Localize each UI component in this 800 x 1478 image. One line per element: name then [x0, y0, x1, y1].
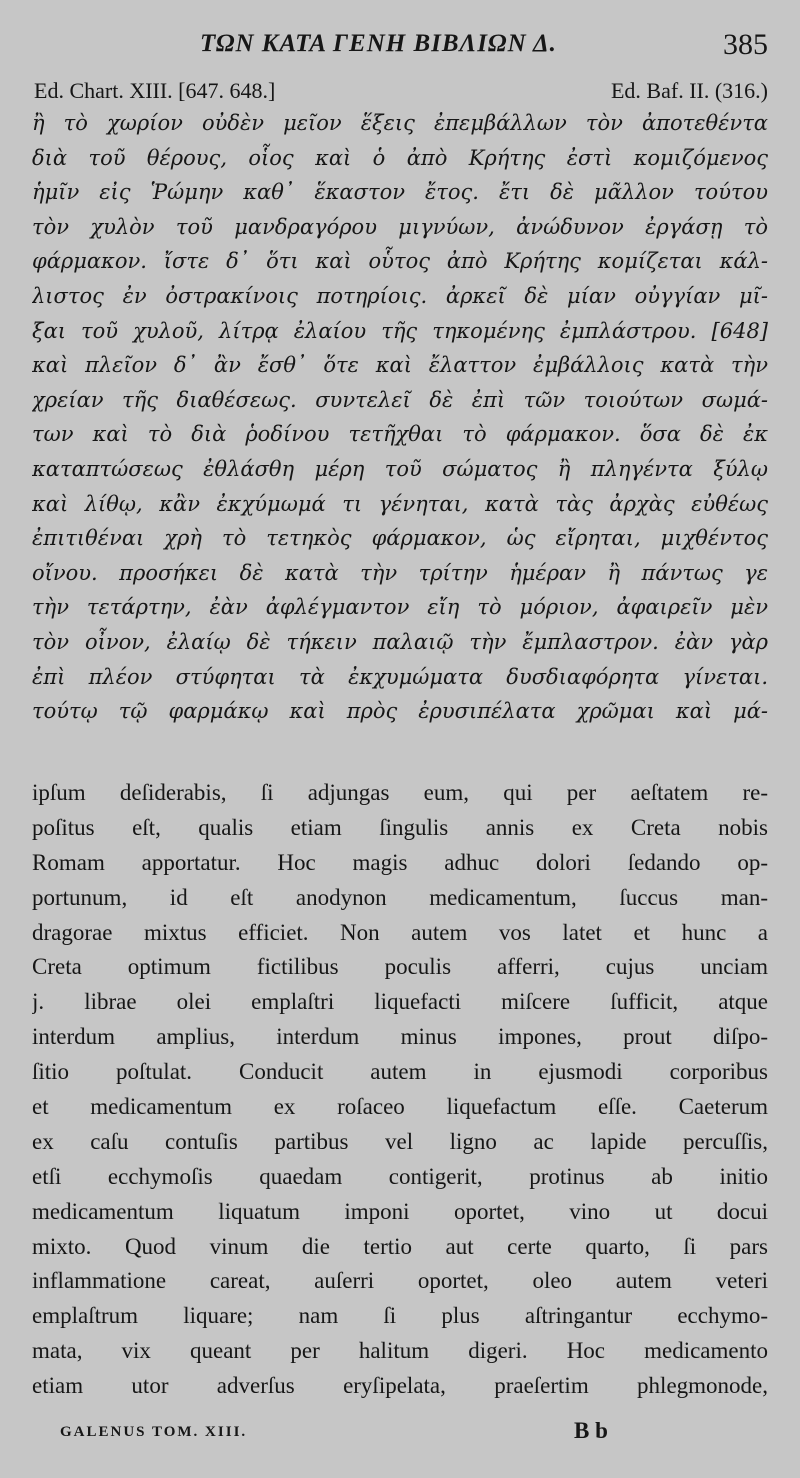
greek-text-line: τούτῳ τῷ φαρμάκῳ καὶ πρὸς ἐρυσιπέλατα χρῶμαι καὶ μά-: [32, 699, 768, 724]
latin-text-line: j. librae olei emplaſtri liquefacti miſcere ſufficit, atque: [32, 989, 768, 1015]
latin-text-line: ipſum deſiderabis, ſi adjungas eum, qui per aeſtatem re-: [32, 780, 768, 805]
greek-text-line: καταπτώσεως ἐθλάσθη μέρη τοῦ σώματος ἢ πληγέντα ξύλῳ: [32, 456, 768, 481]
running-title: ΤΩΝ ΚΑΤΑ ΓΕΝΗ ΒΙΒΛΙΩΝ Δ.: [200, 30, 557, 57]
greek-text-line: οἴνου. προσήκει δὲ κατὰ τὴν τρίτην ἡμέραν ἢ πάντως γε: [32, 560, 768, 585]
greek-text-line: ἡμῖν εἰς Ῥώμην καθ᾽ ἕκαστον ἔτος. ἔτι δὲ μᾶλλον τούτου: [32, 180, 768, 205]
latin-text-line: poſitus eſt, qualis etiam ſingulis annis ex Creta nobis: [32, 814, 768, 840]
greek-text-line: λιστος ἐν ὀστρακίνοις ποτηρίοις. ἀρκεῖ δὲ μίαν οὐγγίαν μῖ-: [32, 283, 768, 308]
greek-text-line: ἢ τὸ χωρίον οὐδὲν μεῖον ἕξεις ἐπεμβάλλων τὸν ἀποτεθέντα: [32, 111, 768, 135]
greek-text-line: ἐπὶ πλέον στύφηται τὰ ἐκχυμώματα δυσδιαφόρητα γίνεται.: [32, 664, 768, 689]
page-number: 385: [723, 28, 768, 61]
page-footer: [60, 1418, 620, 1450]
greek-text-line: των καὶ τὸ διὰ ῥοδίνου τετῆχθαι τὸ φάρμακον. ὅσα δὲ ἐκ: [32, 422, 768, 447]
latin-text-line: portunum, id eſt anodynon medicamentum, ſuccus man-: [32, 884, 768, 910]
latin-text-line: mixto. Quod vinum die tertio aut certe quarto, ſi pars: [32, 1233, 768, 1259]
greek-text-line: ἐπιτιθέναι χρὴ τὸ τετηκὸς φάρμακον, ὡς εἴρηται, μιχθέντος: [32, 526, 768, 551]
greek-text-line: ξαι τοῦ χυλοῦ, λίτρᾳ ἐλαίου τῆς τηκομένης ἐμπλάστρου. [648]: [32, 318, 768, 343]
edition-basel-reference: Ed. Baf. II. (316.): [610, 78, 768, 103]
latin-text-line: dragorae mixtus efficiet. Non autem vos latet et hunc a: [32, 919, 768, 945]
latin-text-line: etſi ecchymoſis quaedam contigerit, protinus ab initio: [32, 1163, 768, 1189]
edition-chartier-reference: Ed. Chart. XIII. [647. 648.]: [34, 78, 276, 103]
greek-text-line: χρείαν τῆς διαθέσεως. συντελεῖ δὲ ἐπὶ τῶν τοιούτων σωμά-: [32, 387, 768, 412]
latin-text-line: medicamentum liquatum imponi oportet, vino ut docui: [32, 1198, 768, 1224]
latin-text-line: ex caſu contuſis partibus vel ligno ac lapide percuſſis,: [32, 1128, 768, 1154]
latin-text-line: interdum amplius, interdum minus impones, prout diſpo-: [32, 1024, 768, 1050]
greek-text-line: καὶ πλεῖον δ᾽ ἂν ἔσθ᾽ ὅτε καὶ ἔλαττον ἐμβάλλοις κατὰ τὴν: [32, 353, 768, 378]
footer-gathering-mark: B b: [574, 1418, 608, 1443]
latin-text-line: et medicamentum ex roſaceo liquefactum eſſe. Caeterum: [32, 1094, 768, 1120]
greek-text-line: καὶ λίθῳ, κἂν ἐκχύμωμά τι γένηται, κατὰ τὰς ἀρχὰς εὐθέως: [32, 491, 768, 516]
latin-text-line: inflammatione careat, auſerri oportet, oleo autem veteri: [32, 1268, 768, 1294]
footer-volume-signature: GALENUS TOM. XIII.: [60, 1424, 248, 1440]
running-head: [0, 28, 800, 68]
latin-text-line: emplaſtrum liquare; nam ſi plus aſtringantur ecchymo-: [32, 1303, 768, 1329]
greek-text-line: διὰ τοῦ θέρους, οἷος καὶ ὁ ἀπὸ Κρήτης ἐστὶ κομιζόμενος: [32, 145, 768, 170]
greek-text-line: τὸν οἶνον, ἐλαίῳ δὲ τήκειν παλαιῷ τὴν ἔμπλαστρον. ἐὰν γὰρ: [32, 629, 768, 654]
latin-text-line: Creta optimum fictilibus poculis afferri, cujus unciam: [32, 954, 768, 980]
latin-translation-block: [32, 776, 768, 1404]
greek-text-line: τὴν τετάρτην, ἐὰν ἀφλέγμαντον εἴη τὸ μόριον, ἀφαιρεῖν μὲν: [32, 595, 768, 620]
greek-text-line: τὸν χυλὸν τοῦ μανδραγόρου μιγνύων, ἀνώδυνον ἐργάσῃ τὸ: [32, 214, 768, 239]
greek-text-block: [32, 106, 768, 729]
latin-text-line: ſitio poſtulat. Conducit autem in ejusmodi corporibus: [32, 1059, 768, 1085]
latin-text-line: etiam utor adverſus eryſipelata, praeſertim phlegmonode,: [32, 1373, 768, 1399]
latin-text-line: Romam apportatur. Hoc magis adhuc dolori ſedando op-: [32, 849, 768, 875]
greek-text-line: φάρμακον. ἴστε δ᾽ ὅτι καὶ οὗτος ἀπὸ Κρήτης κομίζεται κάλ-: [32, 249, 768, 274]
latin-text-line: mata, vix queant per halitum digeri. Hoc medicamento: [32, 1338, 768, 1364]
